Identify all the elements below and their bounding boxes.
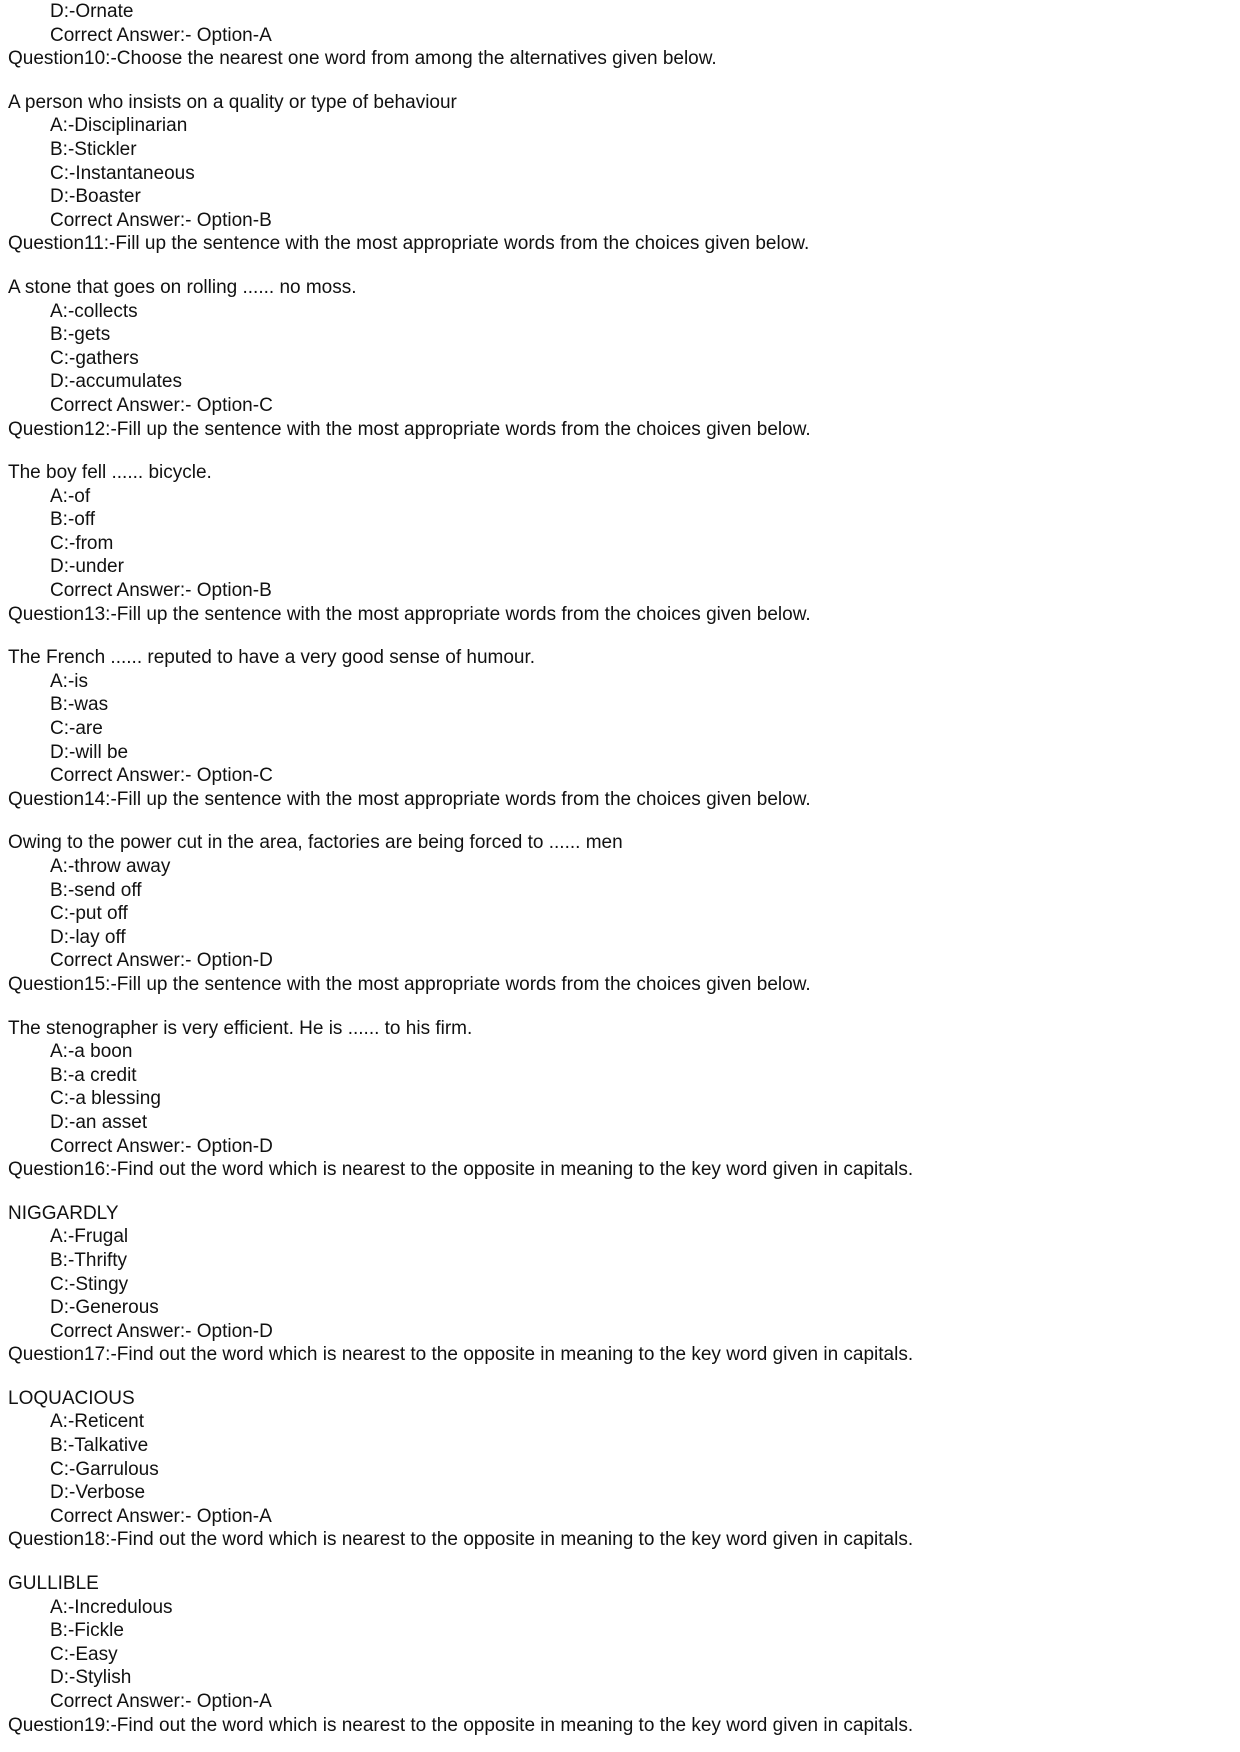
- question-prompt: Owing to the power cut in the area, factories are being forced to ...... men: [8, 832, 623, 854]
- option-b: B:-send off: [50, 879, 142, 901]
- option-d: D:-will be: [50, 741, 129, 763]
- question-heading: Question17:-Find out the word which is nearest to the opposite in meaning to the key word given in capitals.: [8, 1344, 914, 1366]
- option-a: A:-a boon: [50, 1041, 133, 1063]
- option-a: A:-Reticent: [50, 1411, 144, 1433]
- question-prompt: The boy fell ...... bicycle.: [8, 462, 212, 484]
- option-c: C:-Stingy: [50, 1273, 129, 1295]
- option-b: B:-Fickle: [50, 1620, 124, 1642]
- question-heading: Question19:-Find out the word which is nearest to the opposite in meaning to the key word given in capitals.: [8, 1714, 914, 1736]
- option-c: C:-Easy: [50, 1643, 118, 1665]
- option-c: C:-a blessing: [50, 1088, 161, 1110]
- correct-answer: Correct Answer:- Option-B: [50, 580, 272, 602]
- option-a: A:-collects: [50, 300, 138, 322]
- question-block: [8, 47, 1228, 232]
- correct-answer: Correct Answer:- Option-C: [50, 765, 273, 787]
- option-b: B:-gets: [50, 324, 111, 346]
- option-d: D:-Ornate: [50, 1, 134, 22]
- correct-answer: Correct Answer:- Option-D: [50, 1320, 273, 1342]
- option-a: A:-throw away: [50, 856, 171, 877]
- option-d: D:-an asset: [50, 1111, 148, 1133]
- correct-answer: Correct Answer:- Option-D: [50, 950, 273, 972]
- question-heading: Question11:-Fill up the sentence with the most appropriate words from the choices given below.: [8, 233, 810, 255]
- option-c: C:-from: [50, 532, 114, 554]
- option-a: A:-is: [50, 670, 88, 692]
- question-block: [8, 418, 1228, 603]
- question-block: [8, 1158, 1228, 1343]
- question-prompt: GULLIBLE: [8, 1573, 99, 1595]
- question-document: [8, 0, 1228, 1737]
- option-c: C:-put off: [50, 903, 128, 925]
- question-heading: Question18:-Find out the word which is nearest to the opposite in meaning to the key word given in capitals.: [8, 1529, 914, 1551]
- option-b: B:-a credit: [50, 1064, 137, 1086]
- correct-answer: Correct Answer:- Option-A: [50, 1505, 272, 1527]
- option-b: B:-off: [50, 509, 96, 531]
- option-c: C:-are: [50, 718, 103, 740]
- option-b: B:-was: [50, 694, 109, 716]
- correct-answer: Correct Answer:- Option-A: [50, 1691, 272, 1712]
- question-prompt: A person who insists on a quality or type of behaviour: [8, 91, 457, 113]
- option-d: D:-accumulates: [50, 371, 182, 393]
- option-d: D:-Verbose: [50, 1482, 146, 1504]
- correct-answer: Correct Answer:- Option-C: [50, 394, 273, 416]
- option-c: C:-Garrulous: [50, 1458, 159, 1480]
- correct-answer: Correct Answer:- Option-D: [50, 1135, 273, 1157]
- question-block: [8, 232, 1228, 417]
- question-prompt: The stenographer is very efficient. He is ...... to his firm.: [8, 1017, 473, 1039]
- question-heading: Question16:-Find out the word which is nearest to the opposite in meaning to the key word given in capitals.: [8, 1159, 914, 1181]
- question-block: [8, 1528, 1228, 1713]
- question-block: [8, 603, 1228, 788]
- option-a: A:-of: [50, 485, 91, 507]
- question-heading: Question14:-Fill up the sentence with the most appropriate words from the choices given below.: [8, 788, 811, 810]
- question-prompt: A stone that goes on rolling ...... no moss.: [8, 276, 357, 298]
- option-d: D:-Stylish: [50, 1667, 132, 1689]
- question-prompt: NIGGARDLY: [8, 1202, 119, 1224]
- option-b: B:-Stickler: [50, 138, 137, 160]
- question-block: [8, 1343, 1228, 1528]
- question-heading: Question12:-Fill up the sentence with the most appropriate words from the choices given below.: [8, 418, 811, 440]
- option-a: A:-Incredulous: [50, 1596, 173, 1618]
- correct-answer: Correct Answer:- Option-B: [50, 209, 272, 231]
- question-heading: Question13:-Fill up the sentence with the most appropriate words from the choices given below.: [8, 603, 811, 625]
- option-a: A:-Disciplinarian: [50, 115, 188, 137]
- option-c: C:-Instantaneous: [50, 162, 195, 184]
- option-d: D:-under: [50, 556, 124, 578]
- option-b: B:-Talkative: [50, 1435, 149, 1457]
- option-a: A:-Frugal: [50, 1226, 129, 1248]
- option-b: B:-Thrifty: [50, 1249, 128, 1271]
- question-prompt: LOQUACIOUS: [8, 1387, 135, 1409]
- question-prompt: The French ...... reputed to have a very good sense of humour.: [8, 647, 536, 669]
- option-d: D:-lay off: [50, 926, 126, 948]
- question-heading: Question15:-Fill up the sentence with the most appropriate words from the choices given below.: [8, 973, 811, 995]
- question-block: [8, 788, 1228, 973]
- option-d: D:-Boaster: [50, 186, 141, 208]
- option-d: D:-Generous: [50, 1297, 159, 1319]
- question-block: [8, 973, 1228, 1158]
- option-c: C:-gathers: [50, 347, 139, 369]
- correct-answer: Correct Answer:- Option-A: [50, 24, 272, 46]
- question-heading: Question10:-Choose the nearest one word from among the alternatives given below.: [8, 48, 717, 70]
